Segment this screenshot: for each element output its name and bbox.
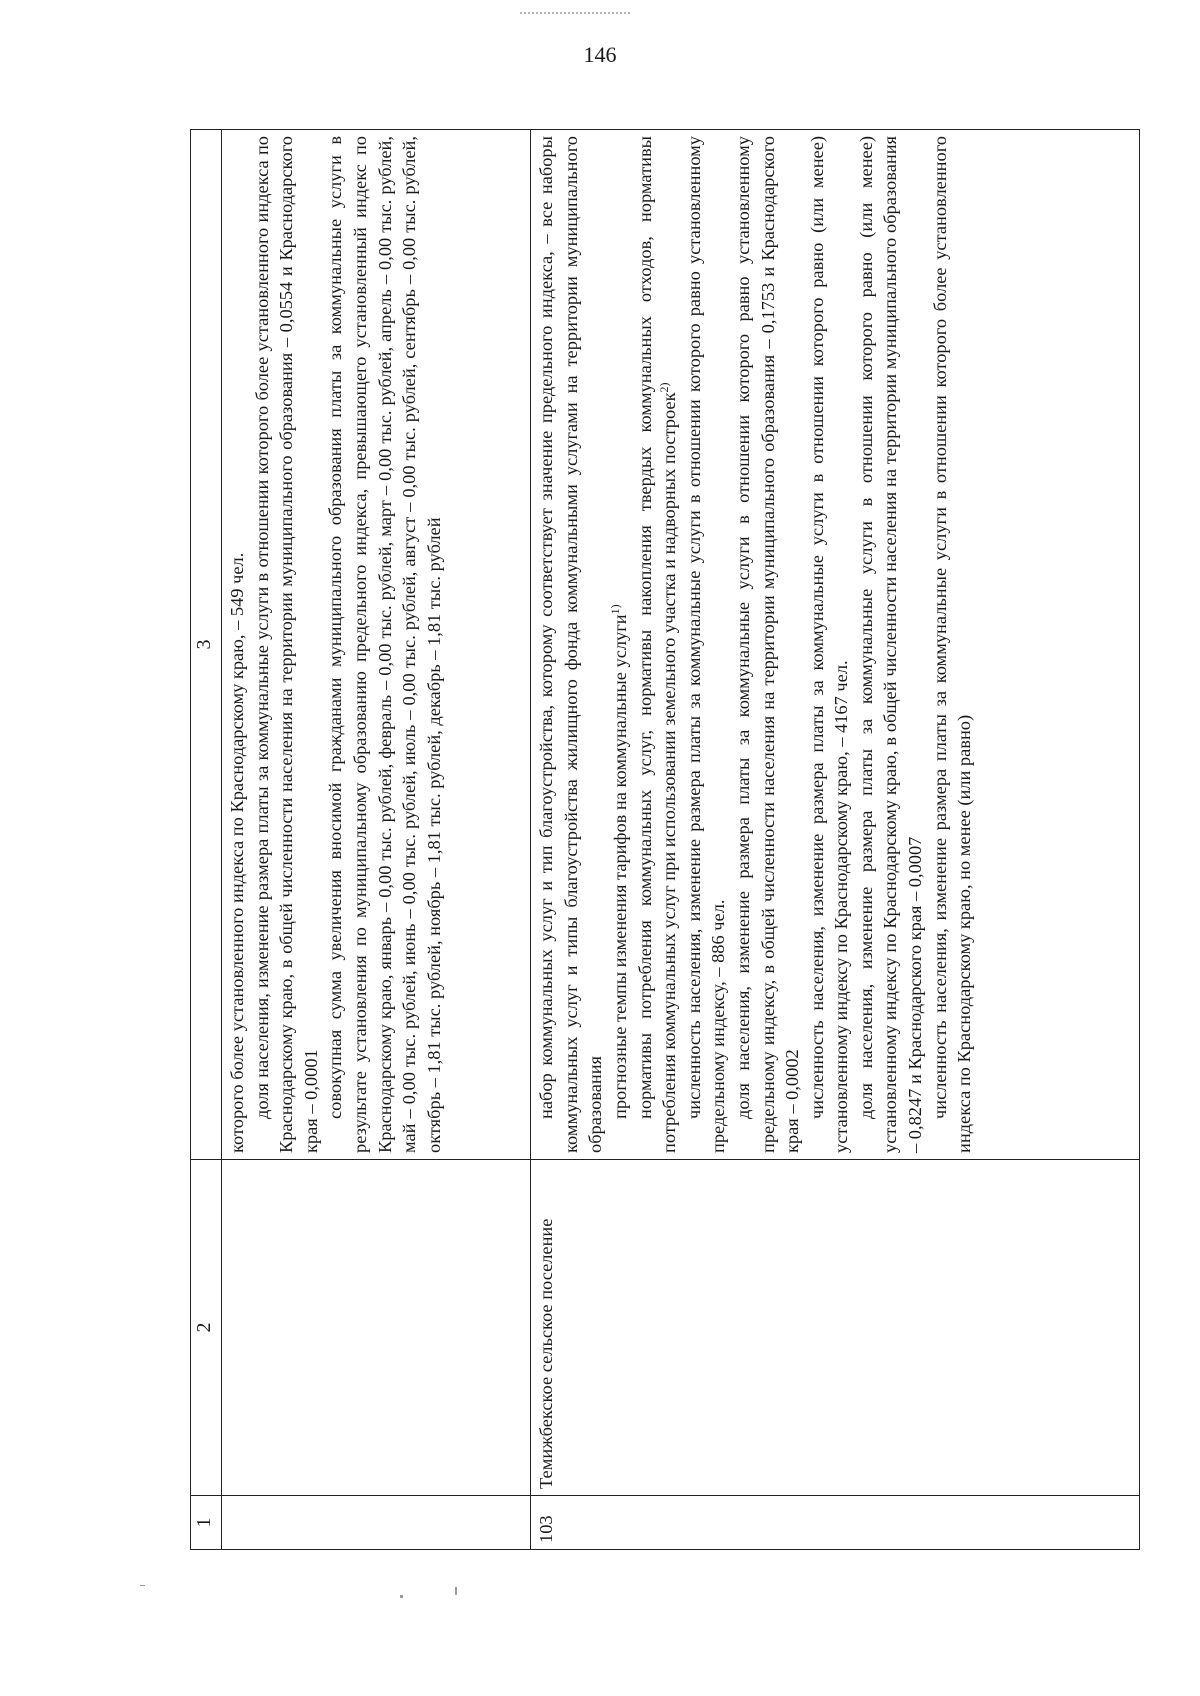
paragraph	[608, 136, 633, 1153]
scan-artifact	[520, 12, 630, 16]
paragraph	[731, 136, 805, 1153]
paragraph-text: набор коммунальных услуг и тип благоустройства, которому соответствует значение предельного индекса, – все наборы коммунальных услуг и типы благоустройства жилищного фонда коммунальными услугами на территории муниципального образования	[536, 136, 606, 1153]
table-row	[531, 130, 1140, 1550]
paragraph-text: совокупная сумма увеличения вносимой гражданами муниципального образования платы за коммунальные услуги в результате установления по муниципальному образованию предельного индекса, превышающего установленный индекс по Краснодарскому краю, январь – 0,00 тыс. рублей, февраль – 0,00 тыс. рублей, март – 0,00 тыс. рублей, апрель – 0,00 тыс. рублей, май – 0,00 тыс. рублей, июнь – 0,00 тыс. рублей, июль – 0,00 тыс. рублей, август – 0,00 тыс. рублей, сентябрь – 0,00 тыс. рублей, октябрь – 1,81 тыс. рублей, ноябрь – 1,81 тыс. рублей, декабрь – 1,81 тыс. рублей	[325, 136, 444, 1153]
municipality-name	[222, 1160, 531, 1496]
paragraph-text: численность населения, изменение размера платы за коммунальные услуги в отношении которого равно (или менее) установленному индексу по Краснодарскому краю, – 4167 чел.	[806, 136, 852, 1153]
paragraph	[682, 136, 731, 1153]
page-number: 146	[583, 42, 617, 67]
paragraph	[854, 136, 928, 1153]
municipality-name: Темижбекское сельское поселение	[531, 1160, 1140, 1496]
paragraph-text: численность населения, изменение размера платы за коммунальные услуги в отношении которого равно установленному предельному индексу, – 886 чел.	[683, 136, 729, 1153]
paragraph-text: доля населения, изменение размера платы за коммунальные услуги в отношении которого равно установленному предельному индексу, в общей численности населения на территории муниципального образования – 0,1753 и Краснодарского края – 0,0002	[732, 136, 803, 1153]
paragraph	[534, 136, 608, 1153]
footnote-marker: 1)	[607, 604, 622, 615]
column-header-1: 1	[191, 1496, 222, 1550]
scan-artifact	[140, 1585, 145, 1586]
description-cell	[222, 130, 531, 1160]
paragraph-text: которого более установленного индекса по Краснодарскому краю, – 549 чел.	[227, 552, 247, 1153]
paragraph-text: доля населения, изменение размера платы за коммунальные услуги в отношении которого более установленного индекса по Краснодарскому краю, в общей численности населения на территории муниципального образования – 0,0554 и Краснодарского края – 0,0001	[251, 136, 321, 1153]
scan-artifact	[455, 1587, 457, 1595]
paragraph-text: прогнозные темпы изменения тарифов на коммунальные услуги	[609, 614, 630, 1119]
column-header-3: 3	[191, 130, 222, 1160]
table-row	[222, 130, 531, 1550]
scan-artifact	[400, 1595, 403, 1598]
paragraph	[323, 136, 446, 1153]
paragraph-text: нормативы потребления коммунальных услуг, нормативы накопления твердых коммунальных отходов, нормативы потребления коммунальных услуг при использовании земельного участка и надворных построек	[634, 136, 680, 1153]
paragraph-text: численность населения, изменение размера платы за коммунальные услуги в отношении которого более установленного индекса по Краснодарскому краю, но менее (или равно)	[929, 136, 975, 1153]
paragraph	[805, 136, 854, 1153]
row-number	[222, 1496, 531, 1550]
header-row	[191, 130, 222, 1550]
paragraph	[633, 136, 682, 1153]
data-table	[190, 129, 1140, 1550]
footnote-marker: 2)	[657, 382, 671, 393]
paragraph-text: доля населения, изменение размера платы за коммунальные услуги в отношении которого равно (или менее) установленному индексу по Краснодарскому краю, в общей численности населения на территории муниципального образования – 0,8247 и Краснодарского края – 0,0007	[855, 136, 926, 1153]
row-number: 103	[531, 1496, 1140, 1550]
description-cell	[531, 130, 1140, 1160]
paragraph	[225, 136, 250, 1153]
paragraph	[928, 136, 977, 1153]
paragraph	[250, 136, 324, 1153]
column-header-2: 2	[191, 1160, 222, 1496]
rotated-table	[190, 130, 1140, 1550]
